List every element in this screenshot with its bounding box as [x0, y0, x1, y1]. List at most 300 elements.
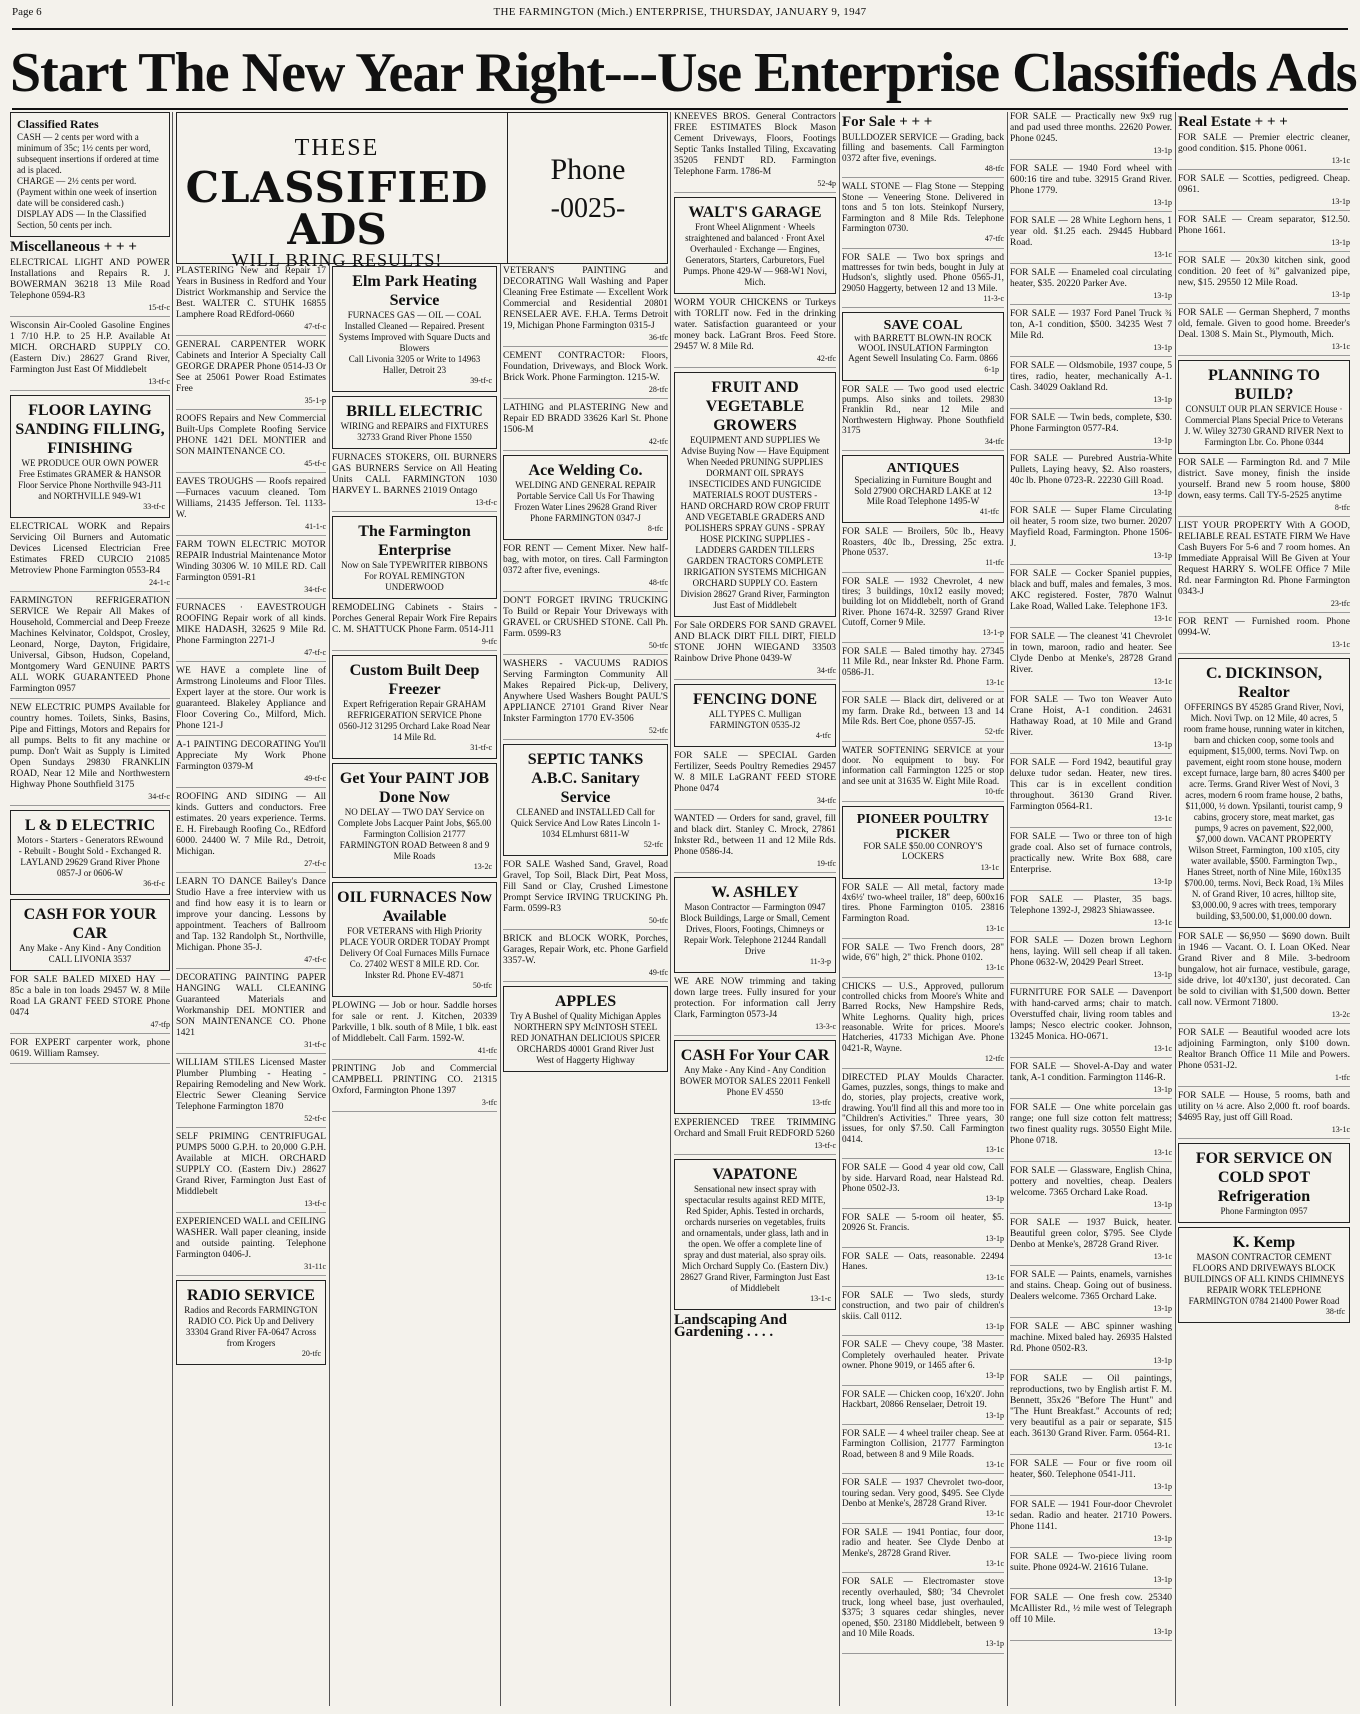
ad-reference-code: 49-tf-c: [304, 774, 326, 783]
rates-charge: CHARGE — 2½ cents per word. (Payment within one week of insertion date will be considered cash.): [17, 176, 157, 208]
ad-heading: The Farmington Enterprise: [358, 523, 471, 559]
classified-ad: [842, 982, 1004, 1069]
ad-text: WILLIAM STILES Licensed Master Plumber Plumbing - Heating - Repairing Remodeling and New Work. Electric Sewer Cleaning Service Telephone Farmington 1870: [176, 1058, 326, 1112]
section-landscaping: Landscaping And Gardening . . . .: [674, 1312, 787, 1340]
banner-space: [503, 112, 668, 266]
classified-ad: [176, 1058, 326, 1128]
ad-text: Call Livonia 3205 or Write to 14963 Haller, Detroit 23: [348, 354, 481, 375]
classified-ad: [842, 182, 1004, 248]
classified-ad: [842, 133, 1004, 178]
ad-text: NO DELAY — TWO DAY Service on Complete Jobs Lacquer Paint Jobs, $65.00 Farmington Collision 21777 FARMINGTON ROAD Between 8 and 9 Mile Roads: [337, 807, 492, 861]
classified-ad: [842, 1252, 1004, 1287]
classified-ad: [176, 340, 326, 410]
column-5: [674, 112, 836, 1706]
ad-text: CEMENT CONTRACTOR: Floors, Foundation, Driveways, and Block Work. Brick Work. Phone Farmington. 1215-W.: [503, 351, 668, 383]
classified-ad: [1010, 832, 1172, 891]
ad-reference-code: 36-tfc: [648, 333, 668, 342]
ad-reference-code: 13-1c: [985, 1509, 1004, 1519]
ad-reference-code: 13-1p: [1331, 238, 1350, 247]
classified-ad: [1010, 1500, 1172, 1548]
column-4-ads: [503, 266, 668, 1072]
classified-ad: [503, 544, 668, 592]
ad-heading: SAVE COAL: [883, 318, 963, 334]
ad-heading: BRILL ELECTRIC: [346, 403, 483, 420]
ad-text: CLEANED and INSTALLED Call for Quick Service And Low Rates Lincoln 1-1034 ELmhurst 6811-W: [510, 807, 661, 839]
ad-text: WALL STONE — Flag Stone — Stepping Stone — Veneering Stone. Delivered in tons and 5 ton lots. Steinkopf Nursery, Farmington and 8 Mile Rds. Telephone Farmington 0730.: [842, 182, 1004, 234]
ad-reference-code: 15-tf-c: [148, 303, 170, 312]
classified-ad: [1010, 936, 1172, 984]
ad-text: FOR SALE — Two or three ton of high grade coal. Also set of furnace controls, practically new. Write Box 688, care Enterprise.: [1010, 832, 1172, 875]
classified-ad: [842, 1577, 1004, 1654]
display-ad: [674, 372, 836, 617]
ad-text: PLASTERING New and Repair 17 Years in Business in Redford and Your District Workmanship and Service the Best. WALTER C. STUHK 16855 Lamphere Road REdford-0660: [176, 266, 326, 320]
ad-text: FOR SALE — Twin beds, complete, $30. Phone Farmington 0577-R4.: [1010, 413, 1172, 434]
ad-text: FOR SALE — 5-room oil heater, $5. 20926 St. Francis.: [842, 1212, 1004, 1234]
ad-text: FURNACES · EAVESTROUGH ROOFING Repair work of all kinds. MIKE HADASH, 32625 9 Mile Rd. Phone Farmington 2271-J: [176, 603, 326, 646]
ad-reference-code: 13-1c: [980, 862, 999, 872]
ad-text: FOR RENT — Cement Mixer. New half-bag, with motor, on tires. Call Farmington 0372 after five, evenings.: [503, 544, 668, 576]
classified-ad: [1010, 309, 1172, 357]
ad-reference-code: 13-1p: [1153, 1575, 1172, 1584]
classified-ad: [176, 603, 326, 662]
ad-reference-code: 13-tfc: [811, 1098, 831, 1107]
display-ad: [503, 455, 668, 540]
ad-text: FOR SALE — Dozen brown Leghorn hens, laying. Will sell cheap if all taken. Phone 0632-W, 20429 Pearl Street.: [1010, 936, 1172, 968]
ad-text: WE PRODUCE OUR OWN POWER Free Estimates GRAMER & HANSOR Floor Service Phone Northville 943-J11 and NORTHVILLE 949-W1: [18, 458, 162, 501]
ad-heading: WALT'S GARAGE: [688, 204, 822, 221]
ad-reference-code: 38-tfc: [1325, 1307, 1345, 1316]
ad-text: FOR SALE — Two French doors, 28" wide, 6'6" high, 2" thick. Phone 0102.: [842, 942, 1004, 963]
classified-ad: [10, 596, 170, 699]
ad-reference-code: 13-1-p: [982, 628, 1004, 638]
ad-heading: PIONEER POULTRY PICKER: [856, 811, 990, 842]
classified-ad: [176, 266, 326, 336]
classified-ad: [176, 1217, 326, 1276]
ad-text: DECORATING PAINTING PAPER HANGING WALL CLEANING Guaranteed Materials and Workmanship DEL MONTIER and SON MAINTENANCE CO. Phone 1421: [176, 973, 326, 1038]
classified-ad: [1010, 988, 1172, 1058]
classified-ad: [1010, 1270, 1172, 1318]
ad-reference-code: 45-tf-c: [304, 459, 326, 468]
classified-ad: [503, 934, 668, 982]
ad-reference-code: 19-tfc: [816, 859, 836, 868]
ad-reference-code: 11-tfc: [985, 558, 1004, 568]
display-ad: [10, 810, 170, 895]
classified-ad: [503, 351, 668, 399]
ad-reference-code: 13-1p: [1153, 1200, 1172, 1209]
ad-text: FURNACES STOKERS, OIL BURNERS GAS BURNERS Service on All Heating Units CALL FARMINGTON 1030 HARVEY L. BARNES 21019 Ontago: [332, 453, 497, 496]
ad-reference-code: 13-1p: [1331, 197, 1350, 206]
classified-ad: [503, 266, 668, 347]
ad-reference-code: 13-1p: [1153, 1482, 1172, 1491]
ad-heading: OIL FURNACES Now Available: [337, 889, 492, 925]
column-3-ads: [332, 266, 497, 1112]
ad-reference-code: 13-1p: [985, 1194, 1004, 1204]
column-2: [176, 112, 326, 1706]
ad-reference-code: 13-1p: [1153, 1304, 1172, 1313]
ad-text: A-1 PAINTING DECORATING You'll Appreciate My Work Phone Farmington 0379-M: [176, 740, 326, 772]
ad-reference-code: 4-tfc: [815, 731, 831, 740]
ad-heading: FENCING DONE: [692, 691, 817, 708]
ad-text: FOR SALE — $6,950 — $690 down. Built in 1946 — Vacant. O. I. Loan OKed. Near Grand River and 8 Mile. 3-bedroom bungalow, hot air furnace, vestibule, garage, side drive, lot 40'x130', just decorated. Can be sold to civilian with $1,500 down. Better call now. VErmont 71800.: [1178, 932, 1350, 1008]
classified-ad: [10, 975, 170, 1034]
ad-reference-code: 13-1p: [985, 1639, 1004, 1649]
classified-ad: [1178, 133, 1350, 170]
ad-reference-code: 13-2c: [473, 862, 492, 871]
ad-reference-code: 13-1c: [1153, 814, 1172, 823]
ad-reference-code: 41-tfc: [477, 1046, 497, 1055]
ad-text: FOR SALE — 1937 Chevrolet two-door, touring sedan. Very good, $495. See Clyde Denbo at Menke's, 28728 Grand River.: [842, 1478, 1004, 1510]
ad-reference-code: 13-1p: [985, 1233, 1004, 1243]
ad-reference-code: 13-1p: [1153, 740, 1172, 749]
classified-ad: [842, 1478, 1004, 1523]
ad-reference-code: 48-tfc: [984, 164, 1004, 174]
ad-text: FOR SALE — SPECIAL Garden Fertilizer, Seeds Poultry Remedies 29457 W. 8 MILE LaGRANT FEED STORE Phone 0474: [674, 751, 836, 794]
classified-ad: [10, 703, 170, 806]
ad-heading: K. Kemp: [1232, 1234, 1296, 1251]
ad-text: EXPERIENCED TREE TRIMMING Orchard and Small Fruit REDFORD 5260: [674, 1118, 836, 1139]
ad-text: EXPERIENCED WALL and CEILING WASHER. Wall paper cleaning, inside and outside painting. Telephone Farmington 0406-J.: [176, 1217, 326, 1260]
ad-reference-code: 13-tf-c: [475, 498, 497, 507]
page-number: Page 6: [12, 6, 42, 18]
ad-reference-code: 50-tfc: [648, 641, 668, 650]
column-rule: [839, 112, 840, 1706]
ad-reference-code: 42-tfc: [816, 354, 836, 363]
ad-heading: L & D ELECTRIC: [24, 817, 156, 834]
ad-reference-code: 6-1p: [984, 364, 999, 374]
ad-reference-code: 13-1c: [1331, 1125, 1350, 1134]
ad-reference-code: 13-1p: [1153, 1534, 1172, 1543]
classified-ad: [1010, 1166, 1172, 1214]
ad-reference-code: 13-tf-c: [148, 377, 170, 386]
classified-ad: [332, 1001, 497, 1060]
ad-text: FOR VETERANS with High Priority PLACE YOUR ORDER TODAY Prompt Delivery Of Coal Furnaces Mills Furnace Co. 27402 WEST 8 MILE RD. Cor. Inkster Rd. Phone EV-4871: [339, 926, 490, 980]
top-rule: [12, 28, 1348, 30]
ad-heading: Custom Built Deep Freezer: [349, 662, 480, 698]
ad-text: FOR SALE — Four or five room oil heater, $60. Telephone 0541-J11.: [1010, 1459, 1172, 1480]
ad-heading: FOR SERVICE ON COLD SPOT Refrigeration: [1195, 1150, 1333, 1205]
ad-reference-code: 47-tf-c: [304, 322, 326, 331]
masthead-line: [12, 6, 1348, 24]
ad-text: FOR SALE — Oldsmobile, 1937 coupe, 5 tires, radio, heater, mechanically A-1. Cash. 34029 Oakland Rd.: [1010, 361, 1172, 393]
classified-ad: [332, 453, 497, 512]
ad-reference-code: 13-1c: [1331, 640, 1350, 649]
ad-text: CONSULT OUR PLAN SERVICE House · Commercial Plans Special Price to Veterans J. W. Wiley 32730 GRAND RIVER Next to Farmington Lbr. Co. Phone 0344: [1184, 404, 1344, 447]
ad-text: FOR SALE — Ford 1942, beautiful gray deluxe tudor sedan. Heater, new tires. This car is in excellent condition throughout. 36130 Grand River. Farmington 0564-R1.: [1010, 758, 1172, 812]
classified-ad: [842, 647, 1004, 692]
classified-ad: [1178, 932, 1350, 1024]
ad-reference-code: 13-1c: [1331, 156, 1350, 165]
column-6: [842, 112, 1004, 1706]
ad-text: WANTED — Orders for sand, gravel, fill and black dirt. Stanley C. Mrock, 27861 Inkster Rd., between 11 and 12 Mile Rds. Phone 0586-J4.: [674, 814, 836, 857]
ad-reference-code: 1-tfc: [1334, 1073, 1350, 1082]
classified-ad: [1010, 695, 1172, 754]
ad-text: FOR SALE — Broilers, 50c lb., Heavy Roasters, 40c lb., Dressing, 25c extra. Phone 0537.: [842, 527, 1004, 558]
ad-reference-code: 52-tfc: [643, 840, 663, 849]
ad-text: Sensational new insect spray with spectacular results against RED MITE, Red Spider, Aphis. Tested in orchards, orchards nurseries on vegetables, fruits and ornamentals, under glass, lath and in the open. We offer a complete line of spray and dust material, also spray oils. Mich Orchard Supply Co. (Eastern Div.) 28627 Grand River, Farmington Just East of Middlebelt: [680, 1184, 830, 1293]
ad-text: WIRING and REPAIRS and FIXTURES 32733 Grand River Phone 1550: [340, 421, 489, 442]
ad-reference-code: 41-tfc: [979, 507, 999, 517]
ad-reference-code: 13-1c: [1153, 1441, 1172, 1450]
ad-text: FOR SALE — Chicken coop, 16'x20'. John Hackbart, 20866 Renselaer, Detroit 19.: [842, 1389, 1004, 1411]
display-ad: [332, 882, 497, 997]
ad-text: FURNITURE FOR SALE — Davenport with hand-carved arms; chair to match. Overstuffed chair, living room tables and lamps; Nesco electric cooker. Johnson, 13245 Monica. HO-0671.: [1010, 988, 1172, 1042]
ad-reference-code: 13-1p: [1153, 343, 1172, 352]
ad-text: FOR SALE $50.00 CONROY'S LOCKERS: [863, 842, 983, 863]
classified-ad: [176, 740, 326, 788]
ad-reference-code: 24-1-c: [149, 578, 170, 587]
ad-reference-code: 13-1p: [1153, 146, 1172, 155]
ad-heading: CASH For Your CAR: [680, 1047, 830, 1064]
ad-text: FOR SALE — Cocker Spaniel puppies, black and buff, males and females, 3 mos. AKC registered. Foster, 7870 Walnut Lake Road, Walled Lake. Telephone 1F3.: [1010, 569, 1172, 612]
display-ad: [332, 396, 497, 449]
ad-text: FOR SALE — Farmington Rd. and 7 Mile district. Save money, finish the inside yourself. Brand new 5 room house, $800 down, easy terms. Call TY-5-2525 anytime: [1178, 458, 1350, 501]
classified-ad: [1010, 506, 1172, 565]
ad-text: FOR SALE — The cleanest '41 Chevrolet in town, maroon, radio and heater. See Clyde Denbo at Menke's, 28728 Grand River.: [1010, 632, 1172, 675]
ad-reference-code: 13-1c: [1153, 1252, 1172, 1261]
ad-reference-code: 13-1p: [1153, 436, 1172, 445]
column-3: [332, 112, 497, 1706]
ad-text: FARMINGTON REFRIGERATION SERVICE We Repair All Makes of Household, Commercial and Deep Freeze Machines Kelvinator, Coldspot, Crosley, Leonard, Norge, Dayton, Frigidaire, Universal, Gibson, Hudson, Copeland, Montgomery Ward GENUINE PARTS ALL WORK GUARANTEED Phone Farmington 0957: [10, 596, 170, 694]
classified-ad: [1178, 215, 1350, 252]
display-ad: [674, 1159, 836, 1310]
ad-reference-code: 13-1p: [1153, 877, 1172, 886]
ad-heading: APPLES: [554, 993, 617, 1010]
ad-reference-code: 13-1-c: [810, 1294, 831, 1303]
ad-text: VETERAN'S PAINTING and DECORATING Wall Washing and Paper Cleaning Free Estimate — Excellent Work Commercial and Residential 20801 RENSELAER AVE. F.H.A. Terms Detroit 19, Michigan Phone Farmington 0315-J: [503, 266, 668, 331]
ad-text: OFFERINGS BY 45285 Grand River, Novi, Mich. Novi Twp. on 12 Mile, 40 acres, 5 room frame house, running water in kitchen, barn and chicken coop, some tools and equipment, $15,000, terms. Novi Twp. on pavement, eight room stone house, modern except furnace, large barn, 80 acres $400 per acre. Terms. Grand River West of Novi, 3 acres, modern 6 room frame house, 2 baths, $11,000, ½ down. Ypsilanti, tourist camp, 9 cabins, grocery store, meat market, gas pumps, 9 acres on pavement, $22,000, $7,000 down. VACANT PROPERTY Wilson Street, Farmington, 100 x105, city water available, $500. Farmington Twp., Hanes Street, north of Nine Mile, 160x135 $700.00, terms. Novi, Beck Road, 1¾ Miles N. of Grand River, 10 acres, hilltop site, $3,000.00, 9 acres with trees, temporary building, $3,500.00, $1,000.00 down.: [1183, 702, 1345, 921]
ad-reference-code: 13-1c: [985, 1460, 1004, 1469]
classified-ad: [1010, 895, 1172, 932]
banner-ads: ADS: [287, 205, 387, 254]
classified-ad: [1010, 454, 1172, 502]
display-ad: [1178, 1143, 1350, 1223]
ad-text: FOR SALE — 1937 Buick, heater. Beautiful green color, $795. See Clyde Denbo at Menke's, 28728 Grand River.: [1010, 1218, 1172, 1250]
ad-text: SELF PRIMING CENTRIFUGAL PUMPS 5000 G.P.H. to 20,000 G.P.H. Available at MICH. ORCHARD SUPPLY CO. (Eastern Div.) 28627 Grand River, Farmington Just East of Middlebelt: [176, 1132, 326, 1197]
ad-text: ROOFS Repairs and New Commercial Built-Ups Complete Roofing Service PHONE 1421 DEL MONTIER and SON MAINTENANCE CO.: [176, 414, 326, 457]
ad-reference-code: 52-tfc: [984, 727, 1004, 737]
ad-text: FOR SALE — Oil paintings, reproductions, two by English artist F. M. Bennett, 35x26 "Before The Hunt" and "The Hunt Breakfast." Accounts of red; very beautiful as a pair or separate, $15 each. 36130 Grand River. Farm. 0564-R1.: [1010, 1374, 1172, 1439]
ad-text: PLOWING — Job or hour. Saddle horses for sale or rent. J. Kitchen, 20339 Parkville, 1 blk. south of 8 Mile, 1 blk. east of Middlebelt. Call Farm. 1592-W.: [332, 1001, 497, 1044]
classified-ad: [842, 1340, 1004, 1385]
ad-reference-code: 13-1c: [985, 1558, 1004, 1568]
ad-text: FOR SALE — 1932 Chevrolet, 4 new tires; 3 buildings, 10x12 easily moved; building lot on Middlebelt, north of Grand River. Phone 1674-R. 32597 Grand River Cutoff, Corner 9 Mile.: [842, 576, 1004, 629]
ad-reference-code: 9-tfc: [481, 637, 497, 646]
ad-reference-code: 33-tf-c: [143, 502, 165, 511]
ad-reference-code: 13-1c: [985, 924, 1004, 934]
ad-reference-code: 13-1p: [985, 1410, 1004, 1420]
classified-ad: [1010, 569, 1172, 628]
ad-text: with BARRETT BLOWN-IN ROCK WOOL INSULATION Farmington Agent Sewell Insulating Co. Farm. 0866: [848, 333, 998, 365]
rates-title: Classified Rates: [17, 117, 99, 131]
display-ad: [332, 516, 497, 599]
ad-text: FOR SALE Washed Sand, Gravel, Road Gravel, Top Soil, Black Dirt, Peat Moss, Fill Sand or Clay, Crushed Limestone Prompt Service IRVING TRUCKING Ph. Farm. 0599-R3: [503, 860, 668, 914]
headline-rule: [12, 108, 1348, 110]
ad-reference-code: 13-tf-c: [304, 1199, 326, 1208]
ad-text: FOR SALE — 28 White Leghorn hens, 1 year old. $1.25 each. 29445 Hubbard Road.: [1010, 216, 1172, 248]
classified-ad: [1178, 617, 1350, 654]
classified-ad: [1010, 268, 1172, 305]
ad-text: GENERAL CARPENTER WORK Cabinets and Interior A Specialty Call GEORGE DRAPER Phone 0514-J3 Or See at 25061 Power Road Estimates Free: [176, 340, 326, 394]
rates-display: DISPLAY ADS — In the Classified Section, 50 cents per inch.: [17, 209, 147, 230]
banner-space: [176, 112, 326, 266]
ad-reference-code: 13-1c: [1153, 614, 1172, 623]
ad-reference-code: 13-1p: [1153, 198, 1172, 207]
ad-text: FOR SALE — Enameled coal circulating heater, $35. 20220 Parker Ave.: [1010, 268, 1172, 289]
ad-reference-code: 12-tfc: [984, 1054, 1004, 1064]
display-ad: [842, 455, 1004, 523]
classified-ad: [842, 1291, 1004, 1336]
ad-text: ROOFING AND SIDING — All kinds. Gutters and conductors. Free estimates. 20 years experience. Terms. E. H. Firebaugh Roofing Co., REdford 6000. 24400 W. 7 Mile Rd., Detroit, Michigan.: [176, 792, 326, 857]
ad-reference-code: 13-1p: [1153, 488, 1172, 497]
ad-reference-code: 47-tf-c: [304, 955, 326, 964]
ad-reference-code: 48-tfc: [648, 578, 668, 587]
column-rule: [172, 112, 173, 1706]
ad-heading: FLOOR LAYING SANDING FILLING, FINISHING: [15, 402, 165, 457]
ad-heading: PLANNING TO BUILD?: [1208, 367, 1320, 403]
ad-reference-code: 41-1-c: [305, 522, 326, 531]
ad-reference-code: 13-1p: [985, 1322, 1004, 1332]
column-7: [1010, 112, 1172, 1706]
classified-ad: [1178, 458, 1350, 517]
ad-heading: Ace Welding Co.: [528, 462, 643, 479]
ad-text: Mason Contractor — Farmington 0947 Block Buildings, Large or Small, Cement Drives, Floors, Footings, Chimneys or Repair Work. Telephone 21244 Randall Drive: [680, 902, 830, 956]
column-rule: [329, 264, 330, 1706]
ad-reference-code: 34-tf-c: [304, 585, 326, 594]
ad-reference-code: 13-1c: [985, 963, 1004, 973]
ad-reference-code: 13-1c: [1153, 1044, 1172, 1053]
ad-text: EQUIPMENT AND SUPPLIES We Advise Buying Now — Have Equipment When Needed PRUNING SUPPLIES DORMANT OIL SPRAYS INSECTICIDES AND FUNGICIDE MATERIALS ROOT DUSTERS - HAND ORCHARD ROW CROP FRUIT AND VEGETABLE GRADERS AND POLISHERS SPRAY GUNS - SPRAY HOSE PICKING SUPPLIES - LADDERS GARDEN TILLERS GARDEN TRACTORS COMPLETE IRRIGATION SYSTEMS MICHIGAN ORCHARD SUPPLY CO. Eastern Division 28627 Grand River, Farmington Just East of Middlebelt: [680, 435, 830, 610]
ad-text: KNEEVES BROS. General Contractors FREE ESTIMATES Block Mason Cement Driveways, Floors, Footings Septic Tanks Installed Tiling, Excavating 35205 FENDT RD. Farmington Telephone Farm. 1786-M: [674, 112, 836, 177]
classified-ad: [842, 577, 1004, 643]
classified-ad: [1178, 256, 1350, 304]
ad-text: Now on Sale TYPEWRITER RIBBONS For ROYAL REMINGTON UNDERWOOD: [341, 560, 488, 592]
ad-text: FOR SALE — Two sleds, sturdy construction, and two pair of children's skiis. Call 0112.: [842, 1290, 1004, 1322]
ad-reference-code: 11-3-p: [809, 957, 831, 966]
classified-ad: [842, 253, 1004, 309]
ad-reference-code: 13-1p: [1153, 551, 1172, 560]
ad-text: FOR SALE — Baled timothy hay. 27345 11 Mile Rd., near Inkster Rd. Phone Farm. 0586-J1.: [842, 646, 1004, 678]
ad-text: FOR SALE — Beautiful wooded acre lots adjoining Farmington, only $100 down. Realtor Branch Office 11 Mile and Powers. Phone 0531-J2.: [1178, 1028, 1350, 1071]
masthead: THE FARMINGTON (Mich.) ENTERPRISE, THURSDAY, JANUARY 9, 1947: [493, 6, 867, 18]
ad-text: FOR SALE — Oats, reasonable. 22494 Hanes.: [842, 1251, 1004, 1273]
display-ad: [674, 684, 836, 747]
classified-ad: [176, 973, 326, 1054]
page-headline: Start The New Year Right---Use Enterprise Classifieds Ads: [10, 42, 1357, 104]
ad-reference-code: 13-3-c: [815, 1022, 836, 1031]
ad-reference-code: 13-1c: [985, 1272, 1004, 1282]
classified-ad: [10, 522, 170, 592]
ad-text: LATHING and PLASTERING New and Repair ED BRADD 33626 Karl St. Phone 1506-M: [503, 403, 668, 435]
ad-heading: CASH FOR YOUR CAR: [23, 906, 157, 942]
ad-reference-code: 13-1c: [985, 677, 1004, 687]
classified-ad: [674, 1118, 836, 1155]
classified-ad: [842, 1390, 1004, 1425]
classified-ad: [1010, 1374, 1172, 1455]
classified-ad: [1178, 521, 1350, 613]
ad-text: PRINTING Job and Commercial CAMPBELL PRINTING CO. 21315 Oxford, Farmington Phone 1397: [332, 1064, 497, 1096]
ad-reference-code: 31-tf-c: [470, 743, 492, 752]
ad-text: Wisconsin Air-Cooled Gasoline Engines 1 7/10 H.P. to 25 H.P. Available At MICH. ORCHARD SUPPLY CO. (Eastern Div.) 28627 Grand River, Farmington Just East Of Middlebelt: [10, 321, 170, 375]
column-rule: [1175, 112, 1176, 1706]
ad-text: FOR SALE — 20x30 kitchen sink, good condition. 20 feet of ¾" galvanized pipe, new, $15. 29550 12 Mile Road.: [1178, 256, 1350, 288]
ad-reference-code: 13-1p: [1153, 291, 1172, 300]
column-8-ads: [1178, 133, 1350, 1323]
ad-text: LIST YOUR PROPERTY With A GOOD, RELIABLE REAL ESTATE FIRM We Have Cash Buyers For 5-6 and 7 room homes. An Immediate Appraisal Will Be Given at Your Request HARRY S. WOLFE Office 7 Mile Rd. near Farmington Rd. Phone Farmington 0343-J: [1178, 521, 1350, 597]
classified-ad: [176, 414, 326, 473]
section-misc: Miscellaneous + + +: [10, 239, 137, 255]
ad-text: Radios and Records FARMINGTON RADIO CO. Pick Up and Delivery 33304 Grand River FA-0647 Across from Krogers: [184, 1305, 318, 1348]
classified-ad: [674, 814, 836, 873]
classified-ad: [1178, 174, 1350, 211]
ad-text: FOR SALE — German Shepherd, 7 months old, female. Given to good home. Breeder's Deal. 1308 S. Main St., Plymouth, Mich.: [1178, 308, 1350, 340]
ad-reference-code: 27-tf-c: [304, 859, 326, 868]
ad-heading: FRUIT AND VEGETABLE GROWERS: [705, 379, 805, 434]
ad-reference-code: 36-tf-c: [143, 879, 165, 888]
ad-reference-code: 11-3-c: [983, 294, 1004, 304]
classified-ad: [1010, 1218, 1172, 1266]
ad-reference-code: 3-tfc: [481, 1098, 497, 1107]
column-rule: [500, 264, 501, 1706]
classified-ad: [1010, 164, 1172, 212]
ad-text: Any Make - Any Kind - Any Condition CALL LIVONIA 3537: [19, 943, 161, 964]
ad-text: WE ARE NOW trimming and taking down large trees. Fully insured for your protection. For information call Jerry Clark, Farmington 0573-J4: [674, 977, 836, 1020]
column-1-ads: [10, 258, 170, 1034]
display-ad: [674, 1040, 836, 1114]
display-ad: [1178, 360, 1350, 454]
classified-ad: [674, 621, 836, 680]
ad-text: FOR SALE — Glassware, English China, pottery and novelties, cheap. Dealers welcome. 7365 Orchard Lake Road.: [1010, 1166, 1172, 1198]
display-ad: [1178, 658, 1350, 928]
classified-ad: [1010, 1593, 1172, 1641]
ad-text: FOR SALE — Shovel-A-Day and water tank, A-1 condition. Farmington 1146-R.: [1010, 1062, 1172, 1083]
classified-ad: [842, 1213, 1004, 1248]
banner-phone-number: -0025-: [550, 193, 626, 224]
ad-reference-code: 13-1p: [1153, 1356, 1172, 1365]
classified-ad: [1010, 632, 1172, 691]
ad-text: FOR SALE — Practically new 9x9 rug and pad used three months. 22620 Power. Phone 0245.: [1010, 112, 1172, 144]
ad-reference-code: 34-tfc: [984, 436, 1004, 446]
ad-text: FOR SALE — Chevy coupe, '38 Master. Completely overhauled heater. Private owner. Phone 9019, or 1465 after 6.: [842, 1340, 1004, 1372]
classified-ad: [842, 1429, 1004, 1474]
ad-reference-code: 34-tfc: [816, 666, 836, 675]
ad-reference-code: 13-1c: [1153, 918, 1172, 927]
ad-text: FARM TOWN ELECTRIC MOTOR REPAIR Industrial Maintenance Motor Winding 30306 W. 10 MILE RD. Call Farmington 0591-R1: [176, 540, 326, 583]
display-ad: [503, 744, 668, 856]
ad-text: FOR SALE — Paints, enamels, varnishes and stains. Cheap. Going out of business. Dealers welcome. 7365 Orchard Lake.: [1010, 1270, 1172, 1302]
classified-ad: [332, 1064, 497, 1112]
column-6-ads: [842, 133, 1004, 1654]
ad-reference-code: 42-tfc: [648, 437, 668, 446]
display-ad: [10, 899, 170, 971]
ad-reference-code: 13-1p: [1153, 395, 1172, 404]
ad-reference-code: 35-1-p: [304, 396, 326, 405]
ad-heading: RADIO SERVICE: [187, 1287, 315, 1304]
ad-text: FOR SALE — Premier electric cleaner, good condition. $15. Phone 0061.: [1178, 133, 1350, 154]
ad-text: FOR SALE — One fresh cow. 25340 McAllister Rd., ½ mile west of Telegraph off 10 Mile.: [1010, 1593, 1172, 1625]
classified-ad: [1010, 413, 1172, 450]
ad-text: BULLDOZER SERVICE — Grading, back filling and basements. Call Farmington 0372 after five, evenings.: [842, 133, 1004, 164]
ad-text: BRICK and BLOCK WORK, Porches, Garages, Repair Work, etc. Phone Garfield 3357-W.: [503, 934, 668, 966]
ad-reference-code: 34-tfc: [816, 796, 836, 805]
ad-reference-code: 13-1c: [1153, 250, 1172, 259]
classified-ad: [503, 659, 668, 740]
carpenter-ad: FOR EXPERT carpenter work, phone 0619. William Ramsey.: [10, 1038, 170, 1064]
classified-ad: [842, 696, 1004, 741]
ad-text: FOR SALE — 1941 Four-door Chevrolet sedan. Radio and heater. 21710 Powers. Phone 1141.: [1010, 1500, 1172, 1532]
ad-text: FOR SALE — Plaster, 35 bags. Telephone 1392-J, 29823 Shiawassee.: [1010, 895, 1172, 916]
ad-text: ELECTRICAL LIGHT AND POWER Installations and Repairs R. J. BOWERMAN 36218 13 Mile Road Telephone 0594-R3: [10, 258, 170, 301]
ad-heading: VAPATONE: [712, 1166, 798, 1183]
